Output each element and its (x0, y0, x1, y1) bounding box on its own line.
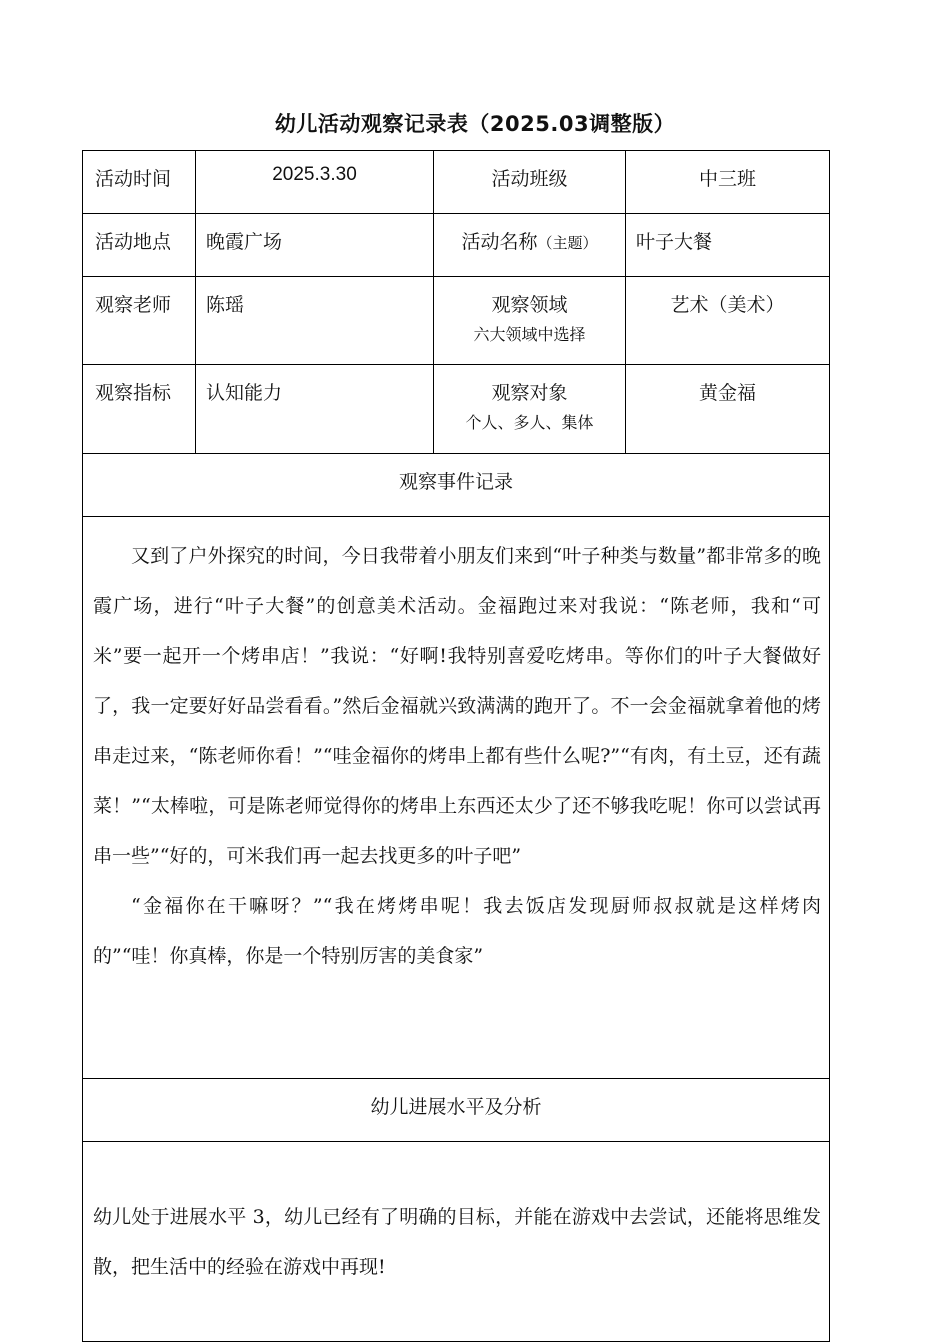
field-value: 艺术（美术） (626, 277, 830, 365)
row-analysis-content (83, 1142, 830, 1342)
analysis-section-heading: 幼儿进展水平及分析 (83, 1079, 830, 1142)
observer-label: 观察老师 (83, 277, 196, 365)
target-value: 黄金福 (626, 365, 830, 454)
activity-class-value: 中三班 (626, 151, 830, 214)
activity-place-label: 活动地点 (83, 214, 196, 277)
analysis-content (83, 1142, 830, 1342)
document-title: 幼儿活动观察记录表（2025.03调整版） (274, 112, 676, 136)
target-note: 个人、多人、集体 (465, 413, 594, 432)
observer-value: 陈瑶 (196, 277, 434, 365)
row-activity-place (83, 214, 830, 277)
activity-name-label: 活动名称 (461, 231, 538, 253)
event-record-content (83, 517, 830, 1079)
event-section-heading: 观察事件记录 (83, 454, 830, 517)
activity-name-value: 叶子大餐 (626, 214, 830, 277)
row-observer (83, 277, 830, 365)
field-label: 观察领域 (491, 294, 568, 316)
observation-record-table (82, 150, 830, 1342)
indicator-value: 认知能力 (196, 365, 434, 454)
activity-time-value: 2025.3.30 (196, 151, 434, 214)
row-analysis-heading (83, 1079, 830, 1142)
activity-class-label: 活动班级 (434, 151, 626, 214)
activity-name-label-cell (434, 214, 626, 277)
row-event-heading (83, 454, 830, 517)
target-label-cell (434, 365, 626, 454)
field-note: 六大领域中选择 (473, 325, 586, 344)
row-event-content (83, 517, 830, 1079)
indicator-label: 观察指标 (83, 365, 196, 454)
event-paragraph-2: “金福你在干嘛呀？”“我在烤烤串呢！我去饭店发现厨师叔叔就是这样烤肉的”“哇！你真棒，你是一个特别厉害的美食家” (93, 895, 821, 967)
row-indicator (83, 365, 830, 454)
activity-time-label: 活动时间 (83, 151, 196, 214)
target-label: 观察对象 (491, 382, 568, 404)
row-activity-time (83, 151, 830, 214)
activity-name-note: （主题） (537, 234, 598, 252)
analysis-text: 幼儿处于进展水平 3，幼儿已经有了明确的目标，并能在游戏中去尝试，还能将思维发散，把生活中的经验在游戏中再现! (93, 1206, 821, 1278)
activity-place-value: 晚霞广场 (196, 214, 434, 277)
field-label-cell (434, 277, 626, 365)
event-paragraph-1: 又到了户外探究的时间，今日我带着小朋友们来到“叶子种类与数量”都非常多的晚霞广场，进行“叶子大餐”的创意美术活动。金福跑过来对我说：“陈老师，我和“可米”要一起开一个烤串店！”我说：“好啊!我特别喜爱吃烤串。等你们的叶子大餐做好了，我一定要好好品尝看看。”然后金福就兴致满满的跑开了。不一会金福就拿着他的烤串走过来，“陈老师你看！”“哇金福你的烤串上都有些什么呢?”“有肉，有土豆，还有蔬菜！”“太棒啦，可是陈老师觉得你的烤串上东西还太少了还不够我吃呢！你可以尝试再串一些”“好的，可米我们再一起去找更多的叶子吧” (93, 545, 821, 867)
